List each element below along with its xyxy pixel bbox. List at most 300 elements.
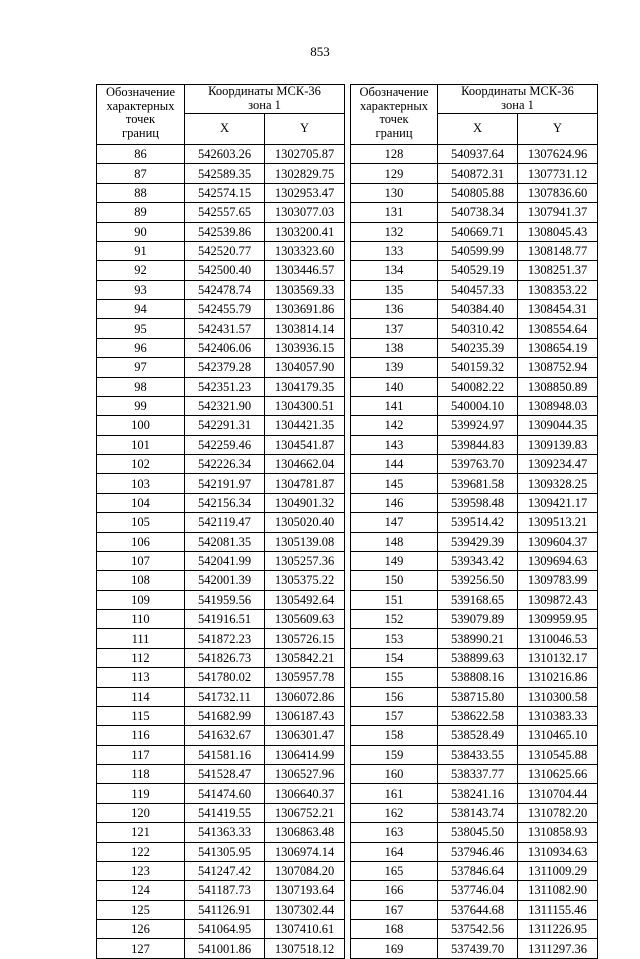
point-number: 153 [351, 629, 438, 648]
y-coordinate: 1305609.63 [265, 610, 345, 629]
table-row [97, 474, 345, 493]
point-number: 123 [97, 861, 185, 880]
x-coordinate: 542455.79 [185, 300, 265, 319]
x-coordinate: 541732.11 [185, 687, 265, 706]
point-number: 132 [351, 222, 438, 241]
point-number: 90 [97, 222, 185, 241]
header-coordinates [185, 85, 345, 114]
y-coordinate: 1308454.31 [518, 300, 598, 319]
table-row [351, 377, 598, 396]
table-row [97, 823, 345, 842]
x-coordinate: 541419.55 [185, 803, 265, 822]
table-row [351, 164, 598, 183]
table-row [351, 241, 598, 260]
table-row [351, 551, 598, 570]
x-coordinate: 541581.16 [185, 745, 265, 764]
x-coordinate: 539844.83 [438, 435, 518, 454]
x-coordinate: 541126.91 [185, 900, 265, 919]
y-coordinate: 1311155.46 [518, 900, 598, 919]
x-coordinate: 542574.15 [185, 183, 265, 202]
table-row [351, 338, 598, 357]
table-row [97, 648, 345, 667]
x-coordinate: 541682.99 [185, 706, 265, 725]
x-coordinate: 542321.90 [185, 396, 265, 415]
table-row [351, 493, 598, 512]
x-coordinate: 542478.74 [185, 280, 265, 299]
y-coordinate: 1306863.48 [265, 823, 345, 842]
x-coordinate: 540457.33 [438, 280, 518, 299]
y-coordinate: 1307410.61 [265, 920, 345, 939]
table-row [351, 183, 598, 202]
x-coordinate: 541872.23 [185, 629, 265, 648]
table-row [351, 629, 598, 648]
x-coordinate: 541247.42 [185, 861, 265, 880]
x-coordinate: 539429.39 [438, 532, 518, 551]
x-coordinate: 537542.56 [438, 920, 518, 939]
point-number: 124 [97, 881, 185, 900]
point-number: 166 [351, 881, 438, 900]
y-coordinate: 1307941.37 [518, 203, 598, 222]
x-coordinate: 537439.70 [438, 939, 518, 958]
x-coordinate: 542379.28 [185, 358, 265, 377]
point-number: 136 [351, 300, 438, 319]
y-coordinate: 1307193.64 [265, 881, 345, 900]
x-coordinate: 541528.47 [185, 765, 265, 784]
point-number: 130 [351, 183, 438, 202]
y-coordinate: 1304662.04 [265, 455, 345, 474]
point-number: 158 [351, 726, 438, 745]
y-coordinate: 1311082.90 [518, 881, 598, 900]
y-coordinate: 1304421.35 [265, 416, 345, 435]
x-coordinate: 540529.19 [438, 261, 518, 280]
y-coordinate: 1310046.53 [518, 629, 598, 648]
header-line: границ [375, 125, 413, 140]
x-coordinate: 542191.97 [185, 474, 265, 493]
y-coordinate: 1310465.10 [518, 726, 598, 745]
table-row [351, 590, 598, 609]
point-number: 161 [351, 784, 438, 803]
point-number: 143 [351, 435, 438, 454]
table-row [351, 300, 598, 319]
header-line: точек [379, 112, 409, 126]
y-coordinate: 1311297.36 [518, 939, 598, 958]
x-coordinate: 542539.86 [185, 222, 265, 241]
table-row [97, 338, 345, 357]
table-body-left [97, 145, 345, 959]
table-row [97, 571, 345, 590]
x-coordinate: 538990.21 [438, 629, 518, 648]
table-row [97, 416, 345, 435]
point-number: 133 [351, 241, 438, 260]
y-coordinate: 1306072.86 [265, 687, 345, 706]
table-row [351, 745, 598, 764]
table-row [351, 513, 598, 532]
x-coordinate: 542406.06 [185, 338, 265, 357]
point-number: 156 [351, 687, 438, 706]
x-coordinate: 541916.51 [185, 610, 265, 629]
point-number: 163 [351, 823, 438, 842]
y-coordinate: 1306301.47 [265, 726, 345, 745]
table-row [97, 396, 345, 415]
point-number: 164 [351, 842, 438, 861]
x-coordinate: 541632.67 [185, 726, 265, 745]
coordinates-table-right [350, 84, 598, 959]
y-coordinate: 1304541.87 [265, 435, 345, 454]
table-row [351, 842, 598, 861]
x-coordinate: 539598.48 [438, 493, 518, 512]
y-coordinate: 1304781.87 [265, 474, 345, 493]
table-row [351, 145, 598, 164]
point-number: 99 [97, 396, 185, 415]
table-row [351, 474, 598, 493]
point-number: 160 [351, 765, 438, 784]
table-body-right [351, 145, 598, 959]
table-row [97, 726, 345, 745]
x-coordinate: 539256.50 [438, 571, 518, 590]
table-row [97, 881, 345, 900]
header-coordinates [438, 85, 598, 114]
table-row [97, 784, 345, 803]
table-row [97, 377, 345, 396]
point-number: 145 [351, 474, 438, 493]
table-row [97, 532, 345, 551]
table-row [97, 145, 345, 164]
point-number: 104 [97, 493, 185, 512]
y-coordinate: 1308752.94 [518, 358, 598, 377]
y-coordinate: 1309604.37 [518, 532, 598, 551]
y-coordinate: 1309513.21 [518, 513, 598, 532]
x-coordinate: 540384.40 [438, 300, 518, 319]
x-coordinate: 539763.70 [438, 455, 518, 474]
x-coordinate: 541064.95 [185, 920, 265, 939]
y-coordinate: 1309421.17 [518, 493, 598, 512]
table-row [351, 455, 598, 474]
x-coordinate: 538528.49 [438, 726, 518, 745]
table-row [97, 939, 345, 958]
x-coordinate: 540159.32 [438, 358, 518, 377]
point-number: 112 [97, 648, 185, 667]
table-row [351, 416, 598, 435]
y-coordinate: 1305020.40 [265, 513, 345, 532]
point-number: 88 [97, 183, 185, 202]
point-number: 98 [97, 377, 185, 396]
table-row [351, 687, 598, 706]
y-coordinate: 1308948.03 [518, 396, 598, 415]
point-number: 125 [97, 900, 185, 919]
x-coordinate: 541959.56 [185, 590, 265, 609]
x-coordinate: 540082.22 [438, 377, 518, 396]
point-number: 93 [97, 280, 185, 299]
y-coordinate: 1307836.60 [518, 183, 598, 202]
x-coordinate: 538808.16 [438, 668, 518, 687]
x-coordinate: 539924.97 [438, 416, 518, 435]
x-coordinate: 541474.60 [185, 784, 265, 803]
y-coordinate: 1311226.95 [518, 920, 598, 939]
y-coordinate: 1310934.63 [518, 842, 598, 861]
point-number: 137 [351, 319, 438, 338]
point-number: 151 [351, 590, 438, 609]
x-coordinate: 542520.77 [185, 241, 265, 260]
x-coordinate: 542589.35 [185, 164, 265, 183]
point-number: 107 [97, 551, 185, 570]
point-number: 154 [351, 648, 438, 667]
y-coordinate: 1306752.21 [265, 803, 345, 822]
x-coordinate: 542500.40 [185, 261, 265, 280]
y-coordinate: 1310545.88 [518, 745, 598, 764]
point-number: 131 [351, 203, 438, 222]
x-coordinate: 538143.74 [438, 803, 518, 822]
y-coordinate: 1305257.36 [265, 551, 345, 570]
x-coordinate: 542291.31 [185, 416, 265, 435]
y-coordinate: 1305726.15 [265, 629, 345, 648]
point-number: 120 [97, 803, 185, 822]
x-coordinate: 542557.65 [185, 203, 265, 222]
y-coordinate: 1310704.44 [518, 784, 598, 803]
x-coordinate: 542081.35 [185, 532, 265, 551]
y-coordinate: 1304300.51 [265, 396, 345, 415]
table-row [97, 861, 345, 880]
header-line: зона 1 [248, 97, 281, 112]
y-coordinate: 1308850.89 [518, 377, 598, 396]
header-line: Координаты МСК-36 [461, 84, 574, 98]
point-number: 114 [97, 687, 185, 706]
table-row [97, 164, 345, 183]
header-line: Обозначение [105, 85, 176, 99]
table-row [97, 803, 345, 822]
point-number: 149 [351, 551, 438, 570]
point-number: 159 [351, 745, 438, 764]
table-row [97, 300, 345, 319]
table-row [351, 648, 598, 667]
table-row [97, 261, 345, 280]
y-coordinate: 1306640.37 [265, 784, 345, 803]
x-coordinate: 539343.42 [438, 551, 518, 570]
y-coordinate: 1308251.37 [518, 261, 598, 280]
point-number: 168 [351, 920, 438, 939]
y-coordinate: 1310132.17 [518, 648, 598, 667]
point-number: 113 [97, 668, 185, 687]
coordinates-tables [96, 84, 588, 959]
table-row [351, 280, 598, 299]
table-row [97, 319, 345, 338]
table-row [97, 280, 345, 299]
point-number: 94 [97, 300, 185, 319]
y-coordinate: 1309044.35 [518, 416, 598, 435]
table-row [351, 803, 598, 822]
point-number: 106 [97, 532, 185, 551]
point-number: 141 [351, 396, 438, 415]
x-coordinate: 542259.46 [185, 435, 265, 454]
table-row [351, 861, 598, 880]
y-coordinate: 1305842.21 [265, 648, 345, 667]
x-coordinate: 538622.58 [438, 706, 518, 725]
y-coordinate: 1303200.41 [265, 222, 345, 241]
point-number: 121 [97, 823, 185, 842]
x-coordinate: 538899.63 [438, 648, 518, 667]
x-coordinate: 542119.47 [185, 513, 265, 532]
point-number: 138 [351, 338, 438, 357]
table-row [351, 358, 598, 377]
table-row [351, 396, 598, 415]
point-number: 134 [351, 261, 438, 280]
y-coordinate: 1305957.78 [265, 668, 345, 687]
header-line: точек [125, 112, 156, 126]
y-coordinate: 1303446.57 [265, 261, 345, 280]
header-line: Координаты МСК-36 [208, 84, 321, 98]
x-coordinate: 540872.31 [438, 164, 518, 183]
y-coordinate: 1307624.96 [518, 145, 598, 164]
x-coordinate: 538045.50 [438, 823, 518, 842]
point-number: 116 [97, 726, 185, 745]
point-number: 97 [97, 358, 185, 377]
table-row [97, 687, 345, 706]
x-coordinate: 541187.73 [185, 881, 265, 900]
point-number: 128 [351, 145, 438, 164]
header-x: X [185, 114, 265, 145]
header-line: характерных [360, 98, 428, 113]
y-coordinate: 1307731.12 [518, 164, 598, 183]
x-coordinate: 541305.95 [185, 842, 265, 861]
y-coordinate: 1303936.15 [265, 338, 345, 357]
table-row [97, 590, 345, 609]
table-row [351, 939, 598, 958]
table-row [351, 823, 598, 842]
table-row [351, 706, 598, 725]
y-coordinate: 1309328.25 [518, 474, 598, 493]
point-number: 101 [97, 435, 185, 454]
y-coordinate: 1309694.63 [518, 551, 598, 570]
header-point-designation [351, 85, 438, 145]
table-row [351, 784, 598, 803]
y-coordinate: 1303569.33 [265, 280, 345, 299]
y-coordinate: 1309872.43 [518, 590, 598, 609]
x-coordinate: 540669.71 [438, 222, 518, 241]
y-coordinate: 1308148.77 [518, 241, 598, 260]
header-line: Обозначение [359, 85, 429, 99]
point-number: 118 [97, 765, 185, 784]
page-number: 853 [310, 44, 330, 59]
point-number: 155 [351, 668, 438, 687]
point-number: 109 [97, 590, 185, 609]
x-coordinate: 541780.02 [185, 668, 265, 687]
y-coordinate: 1304057.90 [265, 358, 345, 377]
table-row [351, 668, 598, 687]
y-coordinate: 1305375.22 [265, 571, 345, 590]
header-x: X [438, 114, 518, 145]
x-coordinate: 542351.23 [185, 377, 265, 396]
y-coordinate: 1311009.29 [518, 861, 598, 880]
y-coordinate: 1302829.75 [265, 164, 345, 183]
x-coordinate: 539681.58 [438, 474, 518, 493]
x-coordinate: 540235.39 [438, 338, 518, 357]
point-number: 86 [97, 145, 185, 164]
point-number: 92 [97, 261, 185, 280]
x-coordinate: 542603.26 [185, 145, 265, 164]
point-number: 142 [351, 416, 438, 435]
point-number: 103 [97, 474, 185, 493]
x-coordinate: 539079.89 [438, 610, 518, 629]
y-coordinate: 1306414.99 [265, 745, 345, 764]
table-row [351, 435, 598, 454]
y-coordinate: 1306974.14 [265, 842, 345, 861]
x-coordinate: 542226.34 [185, 455, 265, 474]
y-coordinate: 1303691.86 [265, 300, 345, 319]
table-row [97, 222, 345, 241]
coordinates-table-left [96, 84, 345, 959]
x-coordinate: 541826.73 [185, 648, 265, 667]
table-row [97, 745, 345, 764]
table-row [97, 842, 345, 861]
y-coordinate: 1304901.32 [265, 493, 345, 512]
y-coordinate: 1308353.22 [518, 280, 598, 299]
header-line: характерных [106, 98, 175, 113]
point-number: 146 [351, 493, 438, 512]
table-row [97, 455, 345, 474]
point-number: 89 [97, 203, 185, 222]
y-coordinate: 1310383.33 [518, 706, 598, 725]
point-number: 87 [97, 164, 185, 183]
y-coordinate: 1306527.96 [265, 765, 345, 784]
x-coordinate: 540738.34 [438, 203, 518, 222]
y-coordinate: 1303077.03 [265, 203, 345, 222]
table-row [351, 203, 598, 222]
point-number: 162 [351, 803, 438, 822]
point-number: 126 [97, 920, 185, 939]
table-row [97, 551, 345, 570]
point-number: 110 [97, 610, 185, 629]
x-coordinate: 540937.64 [438, 145, 518, 164]
point-number: 169 [351, 939, 438, 958]
point-number: 96 [97, 338, 185, 357]
table-row [351, 571, 598, 590]
y-coordinate: 1303814.14 [265, 319, 345, 338]
y-coordinate: 1307518.12 [265, 939, 345, 958]
y-coordinate: 1308554.64 [518, 319, 598, 338]
table-row [97, 358, 345, 377]
x-coordinate: 537644.68 [438, 900, 518, 919]
y-coordinate: 1309783.99 [518, 571, 598, 590]
y-coordinate: 1309234.47 [518, 455, 598, 474]
y-coordinate: 1308654.19 [518, 338, 598, 357]
point-number: 105 [97, 513, 185, 532]
x-coordinate: 538433.55 [438, 745, 518, 764]
table-row [351, 920, 598, 939]
point-number: 91 [97, 241, 185, 260]
y-coordinate: 1308045.43 [518, 222, 598, 241]
y-coordinate: 1304179.35 [265, 377, 345, 396]
table-row [97, 920, 345, 939]
point-number: 108 [97, 571, 185, 590]
point-number: 135 [351, 280, 438, 299]
point-number: 152 [351, 610, 438, 629]
point-number: 148 [351, 532, 438, 551]
point-number: 165 [351, 861, 438, 880]
table-row [97, 513, 345, 532]
y-coordinate: 1303323.60 [265, 241, 345, 260]
x-coordinate: 540310.42 [438, 319, 518, 338]
y-coordinate: 1309959.95 [518, 610, 598, 629]
x-coordinate: 540805.88 [438, 183, 518, 202]
header-line: границ [122, 125, 159, 140]
y-coordinate: 1305139.08 [265, 532, 345, 551]
point-number: 167 [351, 900, 438, 919]
x-coordinate: 541363.33 [185, 823, 265, 842]
point-number: 95 [97, 319, 185, 338]
y-coordinate: 1302953.47 [265, 183, 345, 202]
table-row [97, 629, 345, 648]
x-coordinate: 538715.80 [438, 687, 518, 706]
y-coordinate: 1305492.64 [265, 590, 345, 609]
